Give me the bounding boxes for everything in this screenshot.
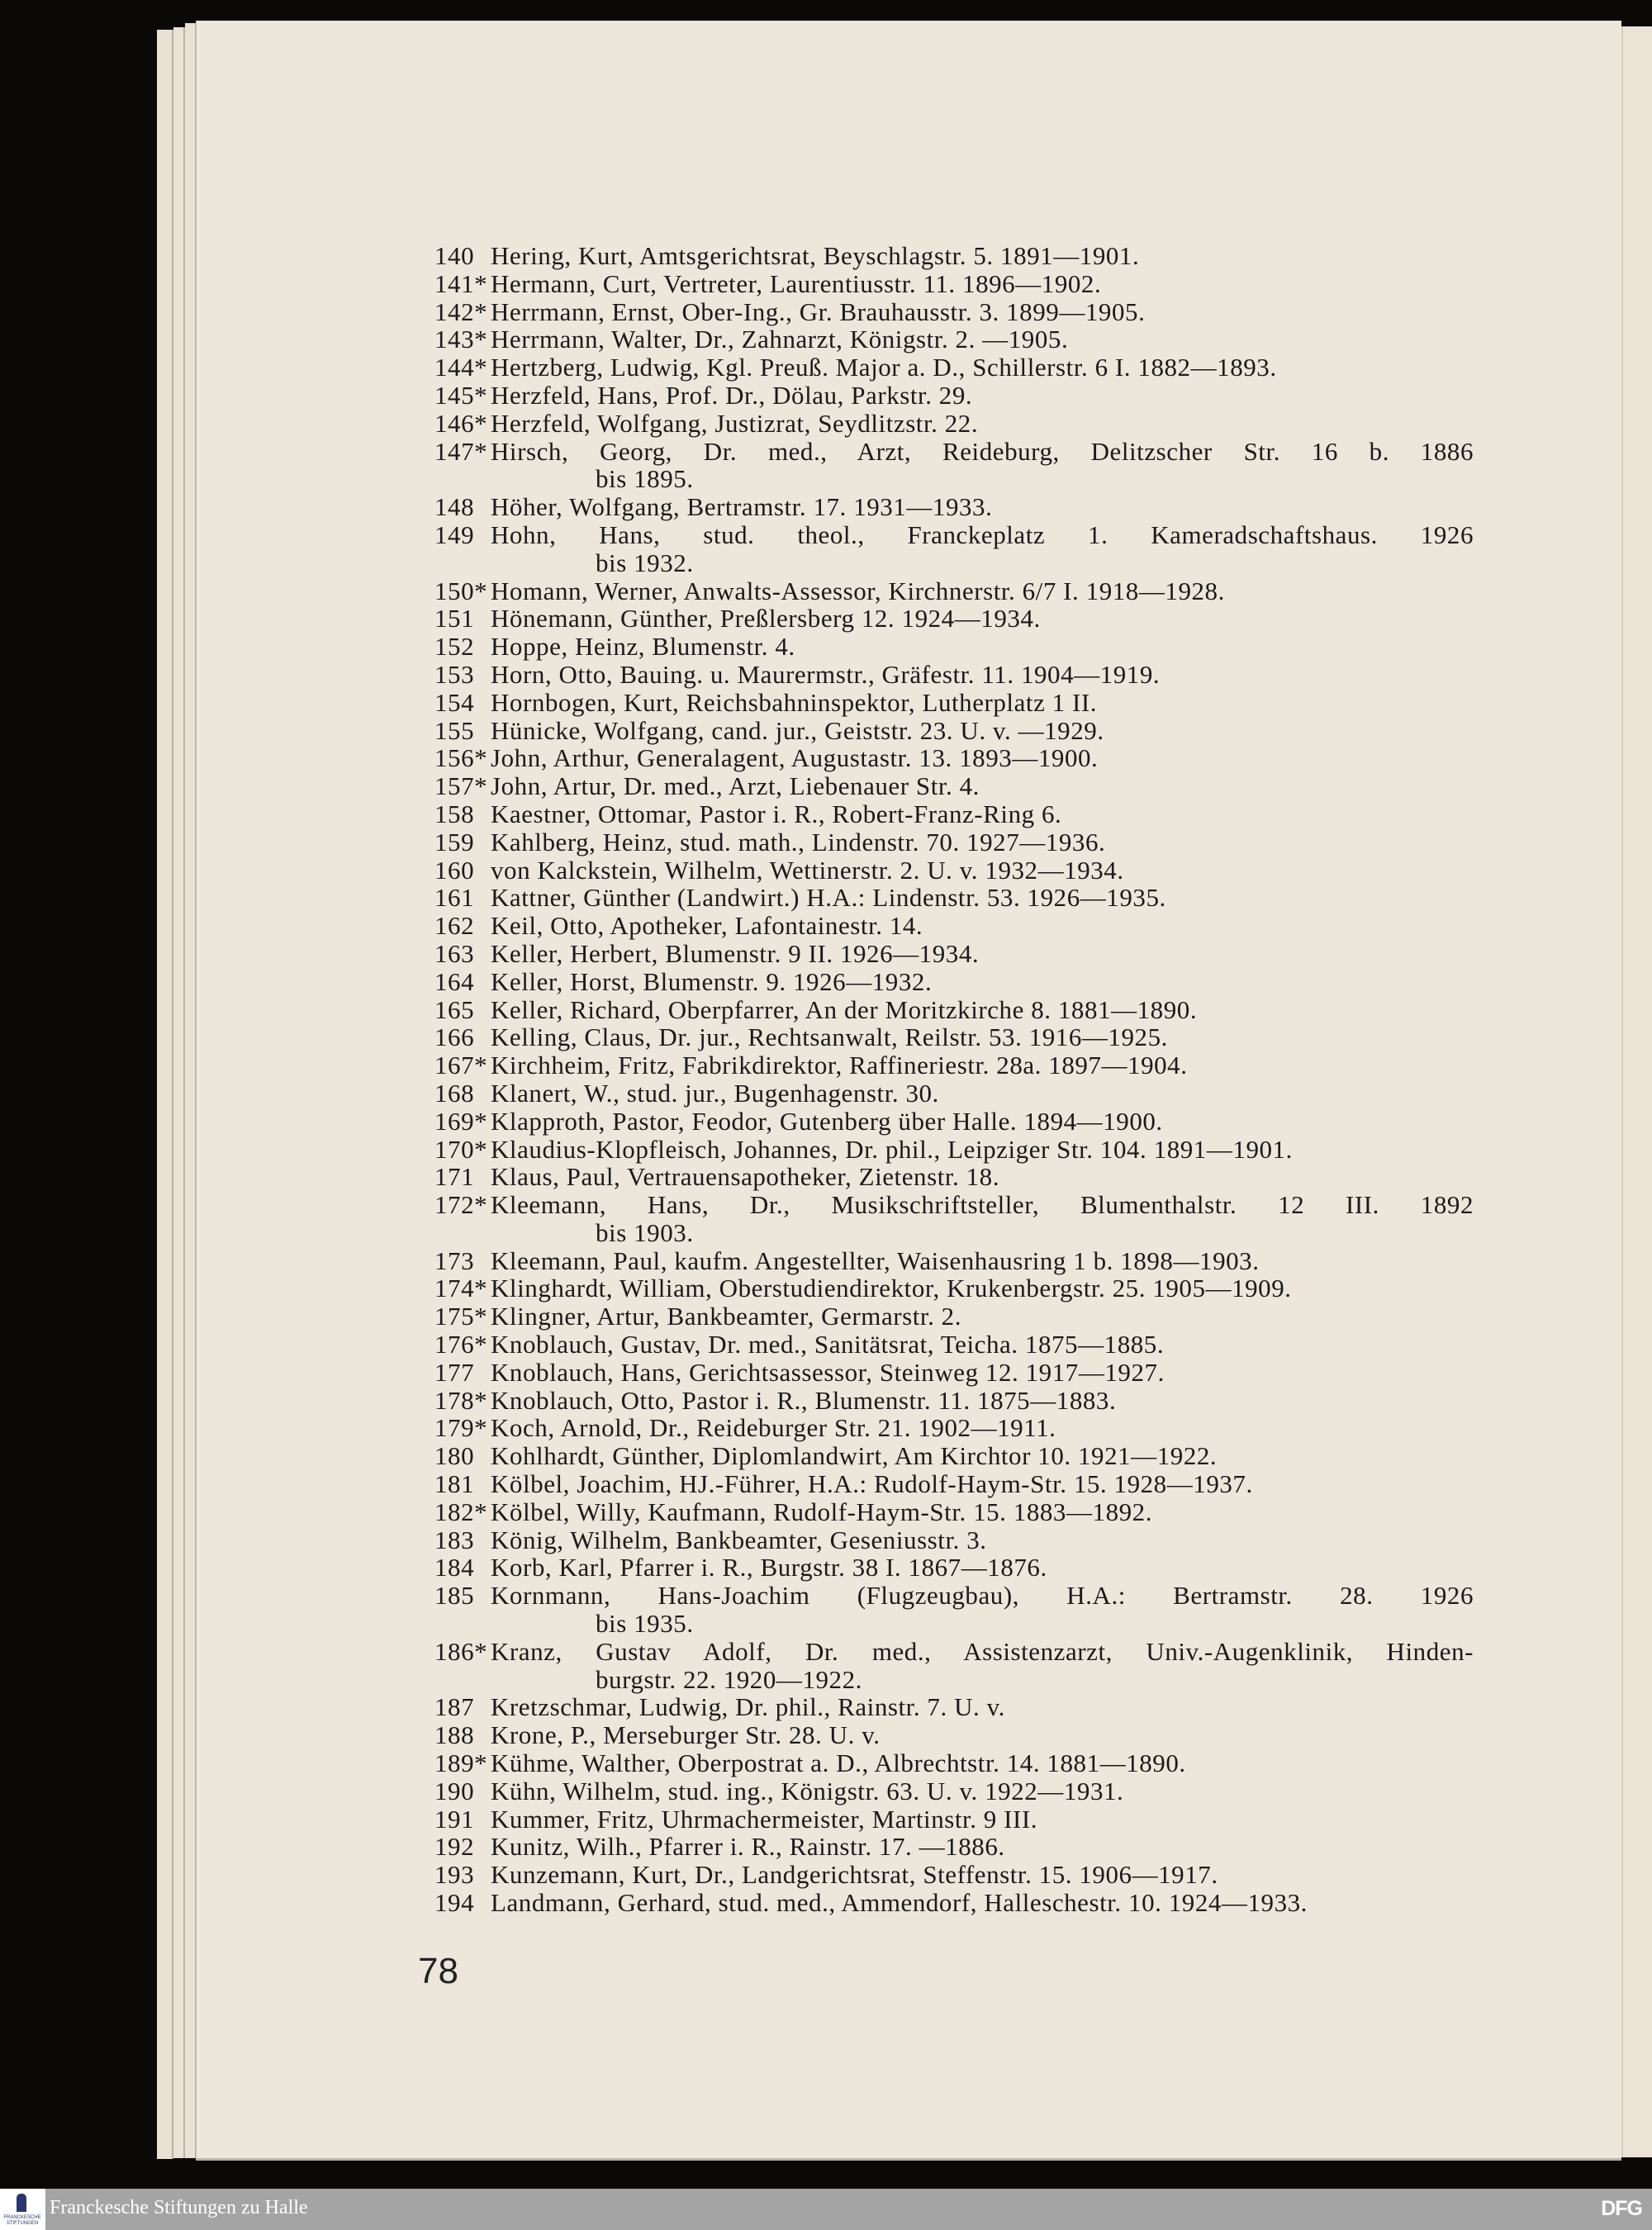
entry-number: 152	[434, 632, 475, 662]
entry-text: Hertzberg, Ludwig, Kgl. Preuß. Major a. D., Schillerstr. 6 I. 1882—1893.	[491, 353, 1277, 382]
entry-text: Klaus, Paul, Vertrauensapotheker, Zietenstr. 18.	[491, 1162, 1000, 1192]
entry-row	[434, 298, 1474, 326]
entry-number: 164	[434, 966, 475, 996]
entry-number: 170*	[434, 1134, 488, 1164]
entry-number: 157*	[434, 771, 488, 801]
entry-text: Korb, Karl, Pfarrer i. R., Burgstr. 38 I. 1867—1876.	[491, 1553, 1047, 1582]
entry-text: Knoblauch, Hans, Gerichtsassessor, Steinweg 12. 1917—1927.	[491, 1357, 1165, 1387]
entry-row	[434, 270, 1474, 298]
entry-text: Kirchheim, Fritz, Fabrikdirektor, Raffineriestr. 28a. 1897—1904.	[491, 1051, 1188, 1080]
entry-text: Hermann, Curt, Vertreter, Laurentiusstr. 11. 1896—1902.	[491, 268, 1102, 298]
entry-row	[434, 521, 1474, 549]
entry-number: 174*	[434, 1274, 488, 1303]
entry-number: 142*	[434, 297, 488, 326]
page-number: 78	[418, 1951, 458, 1991]
entry-row	[434, 438, 1474, 466]
entry-row	[434, 353, 1474, 382]
institution-name: Franckesche Stiftungen zu Halle	[50, 2197, 308, 2218]
entry-row	[434, 717, 1474, 745]
entry-row	[434, 940, 1474, 968]
entry-number: 143*	[434, 325, 488, 354]
entry-number: 145*	[434, 380, 488, 410]
entry-text: Hohn, Hans, stud. theol., Franckeplatz 1. Kameradschaftshaus. 1926	[491, 520, 1474, 549]
entry-row	[434, 800, 1474, 828]
entry-row	[434, 1387, 1474, 1415]
entry-number: 173	[434, 1245, 475, 1275]
entry-row	[434, 1359, 1474, 1387]
logo-text: FRANCKESCHE STIFTUNGEN	[3, 2215, 41, 2226]
entry-row	[434, 912, 1474, 940]
entry-number: 146*	[434, 408, 488, 438]
entry-text: Klinghardt, William, Oberstudiendirektor, Krukenbergstr. 25. 1905—1909.	[491, 1274, 1292, 1303]
entry-text: Horn, Otto, Bauing. u. Maurermstr., Gräfestr. 11. 1904—1919.	[491, 659, 1161, 689]
entry-number: 194	[434, 1888, 475, 1918]
entry-text: Kleemann, Paul, kaufm. Angestellter, Waisenhausring 1 b. 1898—1903.	[491, 1245, 1260, 1275]
entry-number: 184	[434, 1553, 475, 1582]
entry-row	[434, 1554, 1474, 1582]
entry-number: 181	[434, 1469, 475, 1499]
entry-number: 159	[434, 827, 475, 856]
entry-number: 153	[434, 659, 475, 689]
entry-row	[434, 968, 1474, 996]
entry-number: 193	[434, 1860, 475, 1890]
entry-number: 154	[434, 687, 475, 717]
book-page	[196, 21, 1621, 2161]
entry-row	[434, 1442, 1474, 1470]
entry-number: 162	[434, 911, 475, 941]
entry-row	[434, 1023, 1474, 1051]
entry-text: Herrmann, Ernst, Ober-Ing., Gr. Brauhausstr. 3. 1899—1905.	[491, 297, 1146, 326]
entry-text: Kleemann, Hans, Dr., Musikschriftsteller, Blumenthalstr. 12 III. 1892	[491, 1190, 1474, 1220]
entry-text: Kelling, Claus, Dr. jur., Rechtsanwalt, Reilstr. 53. 1916—1925.	[491, 1022, 1168, 1052]
entry-row	[434, 1749, 1474, 1777]
entry-row	[434, 1526, 1474, 1554]
entry-text: Keller, Horst, Blumenstr. 9. 1926—1932.	[491, 966, 933, 996]
entry-number: 148	[434, 492, 475, 522]
register-entries	[434, 242, 1474, 1917]
entry-number: 141*	[434, 268, 488, 298]
entry-number: 187	[434, 1692, 475, 1722]
entry-number: 180	[434, 1441, 475, 1471]
entry-row	[434, 996, 1474, 1024]
entry-number: 161	[434, 883, 475, 913]
entry-row	[434, 1861, 1474, 1889]
dfg-logo: DFG	[1601, 2197, 1642, 2220]
entry-row	[434, 1498, 1474, 1526]
entry-row	[434, 1470, 1474, 1498]
entry-number: 182*	[434, 1497, 488, 1526]
entry-number: 167*	[434, 1051, 488, 1080]
entry-row	[434, 577, 1474, 605]
entry-text: Keil, Otto, Apotheker, Lafontainestr. 14.	[491, 911, 923, 941]
entry-number: 147*	[434, 436, 488, 466]
entry-continuation: burgstr. 22. 1920—1922.	[596, 1664, 862, 1694]
entry-number: 155	[434, 715, 475, 745]
entry-number: 178*	[434, 1385, 488, 1415]
entry-text: Kummer, Fritz, Uhrmachermeister, Martinstr. 9 III.	[491, 1804, 1038, 1834]
entry-continuation: bis 1935.	[596, 1609, 694, 1639]
entry-number: 149	[434, 520, 475, 549]
entry-number: 156*	[434, 743, 488, 773]
entry-continuation: bis 1932.	[596, 548, 694, 577]
entry-text: Klaudius-Klopfleisch, Johannes, Dr. phil., Leipziger Str. 104. 1891—1901.	[491, 1134, 1293, 1164]
entry-text: Kölbel, Willy, Kaufmann, Rudolf-Haym-Str. 15. 1883—1892.	[491, 1497, 1153, 1526]
entry-row	[434, 1136, 1474, 1164]
entry-text: Kornmann, Hans-Joachim (Flugzeugbau), H.A.: Bertramstr. 28. 1926	[491, 1581, 1474, 1611]
entry-row	[434, 1247, 1474, 1275]
entry-row	[434, 605, 1474, 633]
entry-number: 177	[434, 1357, 475, 1387]
entry-text: Knoblauch, Gustav, Dr. med., Sanitätsrat, Teicha. 1875—1885.	[491, 1330, 1165, 1359]
entry-text: Kohlhardt, Günther, Diplomlandwirt, Am Kirchtor 10. 1921—1922.	[491, 1441, 1218, 1471]
page-stack-edge	[173, 27, 185, 2158]
entry-text: Kunzemann, Kurt, Dr., Landgerichtsrat, Steffenstr. 15. 1906—1917.	[491, 1860, 1218, 1890]
entry-number: 186*	[434, 1636, 488, 1666]
entry-row	[434, 884, 1474, 912]
entry-number: 175*	[434, 1302, 488, 1331]
page-stack-edge	[157, 30, 173, 2159]
entry-number: 185	[434, 1581, 475, 1611]
entry-row	[434, 1721, 1474, 1749]
entry-row	[434, 1302, 1474, 1331]
entry-row	[434, 493, 1474, 521]
entry-text: Landmann, Gerhard, stud. med., Ammendorf, Halleschestr. 10. 1924—1933.	[491, 1888, 1308, 1918]
entry-row	[434, 325, 1474, 353]
entry-text: Herrmann, Walter, Dr., Zahnarzt, Königstr. 2. —1905.	[491, 325, 1069, 354]
entry-row	[434, 1638, 1474, 1666]
footer-bar	[0, 2189, 1652, 2230]
entry-row	[434, 382, 1474, 410]
entry-row	[434, 689, 1474, 717]
entry-row	[434, 1331, 1474, 1359]
entry-text: Kühn, Wilhelm, stud. ing., Königstr. 63. U. v. 1922—1931.	[491, 1776, 1124, 1805]
entry-number: 163	[434, 938, 475, 968]
entry-number: 183	[434, 1525, 475, 1554]
entry-row	[434, 1163, 1474, 1191]
statue-icon	[17, 2194, 26, 2212]
entry-row	[434, 1079, 1474, 1108]
entry-text: Homann, Werner, Anwalts-Assessor, Kirchnerstr. 6/7 I. 1918—1928.	[491, 576, 1225, 605]
entry-text: Keller, Herbert, Blumenstr. 9 II. 1926—1934.	[491, 938, 980, 968]
entry-continuation: bis 1903.	[596, 1217, 694, 1247]
entry-text: Hönemann, Günther, Preßlersberg 12. 1924—1934.	[491, 604, 1041, 633]
entry-number: 190	[434, 1776, 475, 1805]
entry-row	[434, 1833, 1474, 1861]
entry-number: 192	[434, 1832, 475, 1862]
entry-text: König, Wilhelm, Bankbeamter, Geseniusstr. 3.	[491, 1525, 987, 1554]
entry-row	[434, 1805, 1474, 1834]
entry-text: Kranz, Gustav Adolf, Dr. med., Assistenzarzt, Univ.-Augenklinik, Hinden-	[491, 1636, 1474, 1666]
entry-number: 160	[434, 855, 475, 885]
entry-row	[434, 661, 1474, 689]
entry-text: Kaestner, Ottomar, Pastor i. R., Robert-Franz-Ring 6.	[491, 799, 1062, 828]
entry-text: Kölbel, Joachim, HJ.-Führer, H.A.: Rudolf-Haym-Str. 15. 1928—1937.	[491, 1469, 1253, 1499]
entry-text: Hünicke, Wolfgang, cand. jur., Geiststr. 23. U. v. —1929.	[491, 715, 1104, 745]
entry-row	[434, 242, 1474, 270]
entry-number: 191	[434, 1804, 475, 1834]
entry-text: Hoppe, Heinz, Blumenstr. 4.	[491, 632, 795, 662]
entry-number: 166	[434, 1022, 475, 1052]
entry-number: 144*	[434, 353, 488, 382]
entry-text: Hirsch, Georg, Dr. med., Arzt, Reideburg, Delitzscher Str. 16 b. 1886	[491, 436, 1474, 466]
entry-number: 169*	[434, 1106, 488, 1136]
entry-row	[434, 1414, 1474, 1442]
entry-row	[434, 410, 1474, 438]
entry-number: 165	[434, 994, 475, 1024]
entry-text: Herzfeld, Wolfgang, Justizrat, Seydlitzstr. 22.	[491, 408, 979, 438]
entry-row	[434, 1274, 1474, 1302]
entry-number: 189*	[434, 1748, 488, 1778]
entry-number: 168	[434, 1078, 475, 1108]
entry-continuation: bis 1895.	[596, 464, 694, 494]
entry-number: 150*	[434, 576, 488, 605]
entry-row	[434, 1777, 1474, 1805]
entry-row	[434, 1051, 1474, 1079]
entry-row	[434, 1191, 1474, 1219]
entry-text: Keller, Richard, Oberpfarrer, An der Moritzkirche 8. 1881—1890.	[491, 994, 1198, 1024]
entry-number: 188	[434, 1720, 475, 1750]
entry-text: Kühme, Walther, Oberpostrat a. D., Albrechtstr. 14. 1881—1890.	[491, 1748, 1186, 1778]
entry-number: 140	[434, 241, 475, 270]
entry-text: Höher, Wolfgang, Bertramstr. 17. 1931—1933.	[491, 492, 993, 522]
entry-text: Herzfeld, Hans, Prof. Dr., Dölau, Parkstr. 29.	[491, 380, 973, 410]
entry-number: 151	[434, 604, 475, 633]
entry-text: Kretzschmar, Ludwig, Dr. phil., Rainstr. 7. U. v.	[491, 1692, 1005, 1722]
entry-text: Klingner, Artur, Bankbeamter, Germarstr. 2.	[491, 1302, 962, 1331]
entry-text: Klanert, W., stud. jur., Bugenhagenstr. 30.	[491, 1078, 939, 1108]
entry-row	[434, 633, 1474, 661]
institution-logo	[0, 2189, 45, 2230]
entry-number: 172*	[434, 1190, 488, 1220]
entry-text: Kattner, Günther (Landwirt.) H.A.: Lindenstr. 53. 1926—1935.	[491, 883, 1166, 913]
entry-text: Klapproth, Pastor, Feodor, Gutenberg über Halle. 1894—1900.	[491, 1106, 1163, 1136]
entry-text: Krone, P., Merseburger Str. 28. U. v.	[491, 1720, 881, 1750]
entry-text: Hering, Kurt, Amtsgerichtsrat, Beyschlagstr. 5. 1891—1901.	[491, 241, 1140, 270]
entry-number: 176*	[434, 1330, 488, 1359]
page-stack-edge	[185, 23, 197, 2158]
entry-text: Hornbogen, Kurt, Reichsbahninspektor, Lutherplatz 1 II.	[491, 687, 1098, 717]
entry-row	[434, 1582, 1474, 1610]
entry-text: Kunitz, Wilh., Pfarrer i. R., Rainstr. 17. —1886.	[491, 1832, 1005, 1862]
entry-number: 171	[434, 1162, 475, 1192]
entry-text: John, Artur, Dr. med., Arzt, Liebenauer Str. 4.	[491, 771, 980, 801]
entry-row	[434, 856, 1474, 885]
entry-row	[434, 828, 1474, 856]
entry-text: Koch, Arnold, Dr., Reideburger Str. 21. 1902—1911.	[491, 1413, 1056, 1443]
entry-number: 179*	[434, 1413, 488, 1443]
entry-row	[434, 1108, 1474, 1136]
entry-text: von Kalckstein, Wilhelm, Wettinerstr. 2. U. v. 1932—1934.	[491, 855, 1124, 885]
adjacent-page-edge	[1621, 26, 1652, 2157]
entry-number: 158	[434, 799, 475, 828]
entry-row	[434, 744, 1474, 772]
entry-row	[434, 1693, 1474, 1721]
entry-text: John, Arthur, Generalagent, Augustastr. 13. 1893—1900.	[491, 743, 1099, 773]
entry-row	[434, 772, 1474, 800]
entry-text: Knoblauch, Otto, Pastor i. R., Blumenstr. 11. 1875—1883.	[491, 1385, 1117, 1415]
entry-row	[434, 1889, 1474, 1917]
entry-text: Kahlberg, Heinz, stud. math., Lindenstr. 70. 1927—1936.	[491, 827, 1106, 856]
